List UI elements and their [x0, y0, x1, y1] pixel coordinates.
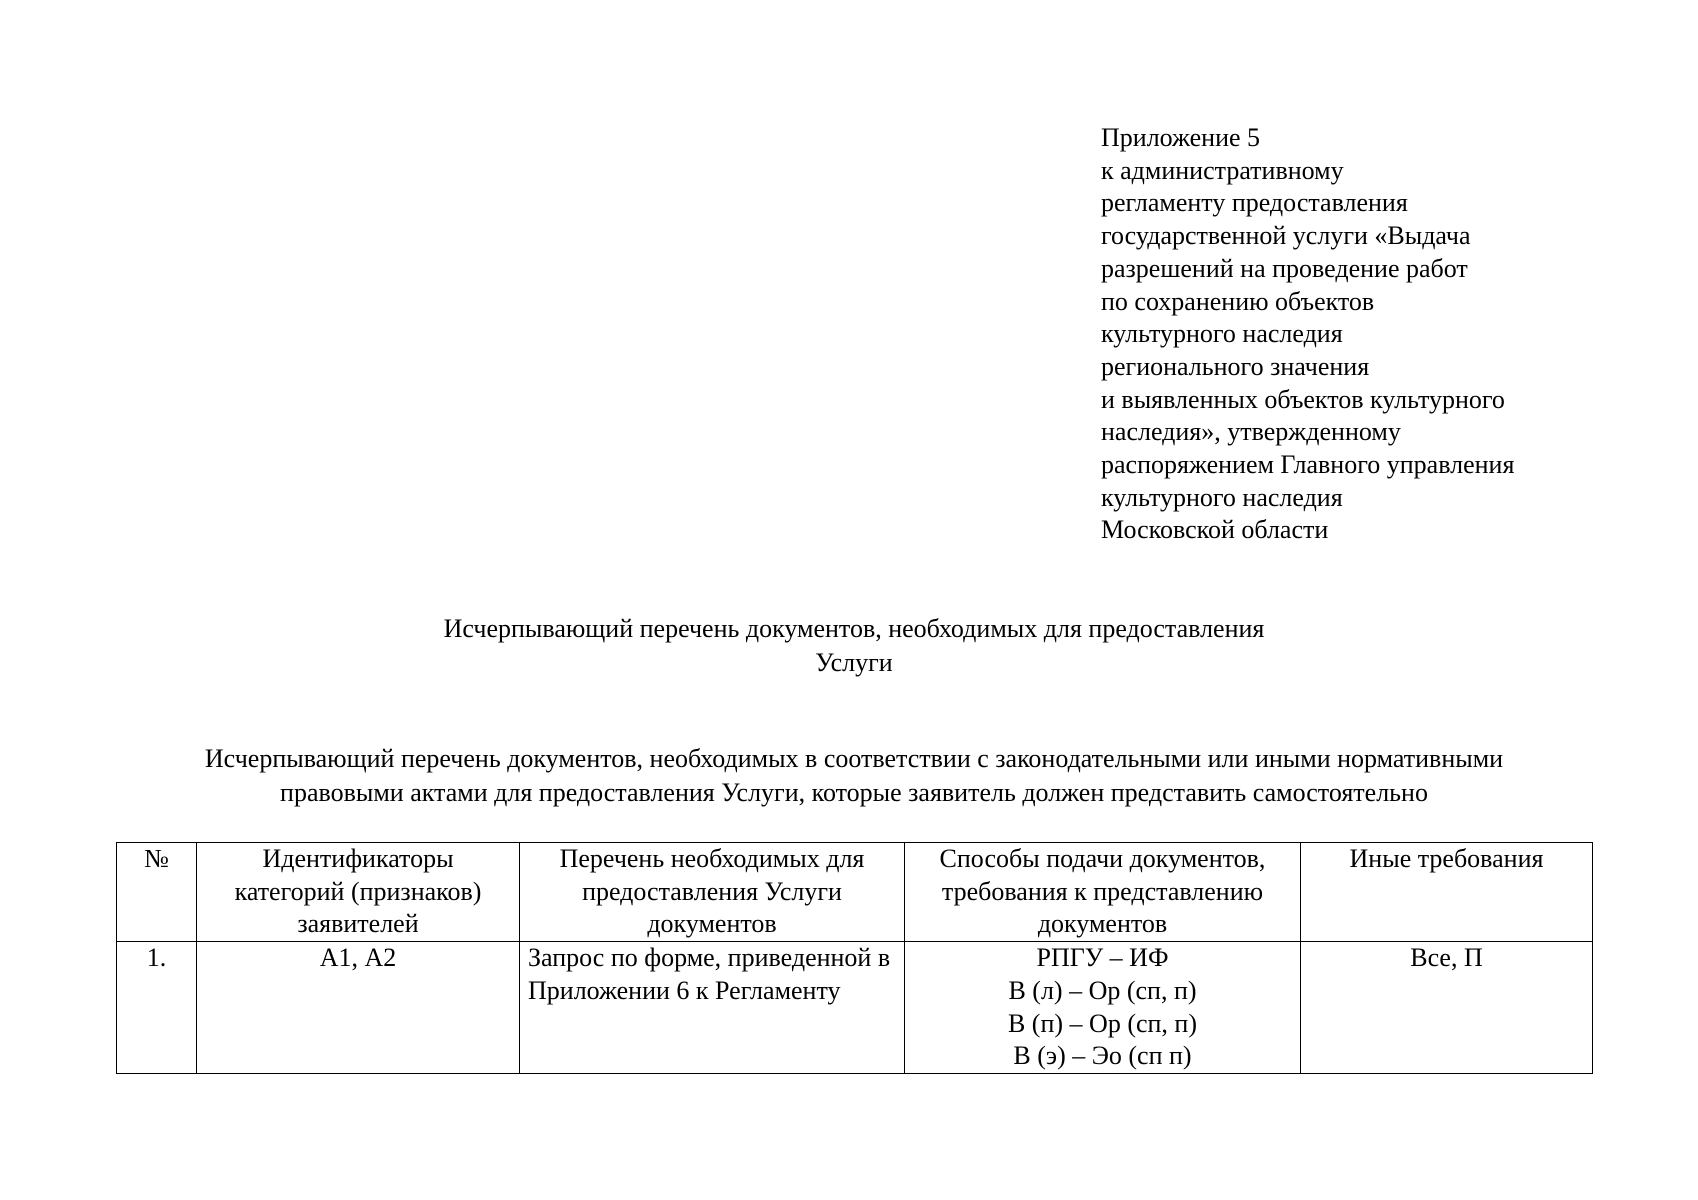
document-title-line-2: Услуги — [815, 648, 893, 677]
header-methods: Способы подачи документов, требования к представлению документов — [905, 843, 1301, 942]
approval-line: регламенту предоставления — [1101, 188, 1408, 218]
approval-line: распоряжением Главного управления — [1101, 450, 1515, 480]
approval-line: наследия», утвержденному — [1101, 417, 1401, 447]
approval-line: Московской области — [1101, 515, 1329, 545]
document-title — [0, 612, 1698, 680]
section-heading — [0, 742, 1698, 810]
approval-line: государственной услуги «Выдача — [1101, 221, 1471, 251]
cell-document: Запрос по форме, приведенной в Приложении 6 к Регламенту — [520, 942, 905, 1074]
section-heading-line-2: правовыми актами для предоставления Услуги, которые заявитель должен представить самостоятельно — [280, 778, 1428, 807]
approval-line: культурного наследия — [1101, 482, 1343, 512]
header-documents: Перечень необходимых для предоставления Услуги документов — [520, 843, 905, 942]
method-line: В (э) – Эо (сп п) — [1013, 1041, 1192, 1071]
cell-identifiers: А1, А2 — [197, 942, 520, 1074]
approval-line: к административному — [1101, 155, 1344, 185]
method-line: В (л) – Ор (сп, п) — [1008, 975, 1197, 1005]
header-number: № — [117, 843, 197, 942]
approval-line: культурного наследия — [1101, 319, 1343, 349]
table-row — [117, 942, 1593, 1074]
cell-other-requirements: Все, П — [1301, 942, 1593, 1074]
document-title-line-1: Исчерпывающий перечень документов, необходимых для предоставления — [443, 614, 1265, 643]
method-line: В (п) – Ор (сп, п) — [1007, 1008, 1198, 1038]
approval-line: и выявленных объектов культурного — [1101, 384, 1505, 414]
approval-line: Приложение 5 — [1101, 123, 1261, 152]
approval-block — [1101, 122, 1621, 547]
documents-table — [116, 842, 1593, 1074]
approval-line: регионального значения — [1101, 351, 1370, 381]
approval-line: по сохранению объектов — [1101, 286, 1375, 316]
section-heading-line-1: Исчерпывающий перечень документов, необходимых в соответствии с законодательными или иными нормативными — [204, 744, 1504, 773]
cell-number: 1. — [117, 942, 197, 1074]
header-other-requirements: Иные требования — [1301, 843, 1593, 942]
cell-methods — [905, 942, 1301, 1074]
header-identifiers: Идентификаторы категорий (признаков) заявителей — [197, 843, 520, 942]
table-header-row — [117, 843, 1593, 942]
method-line: РПГУ – ИФ — [1036, 943, 1169, 973]
approval-line: разрешений на проведение работ — [1101, 253, 1468, 283]
